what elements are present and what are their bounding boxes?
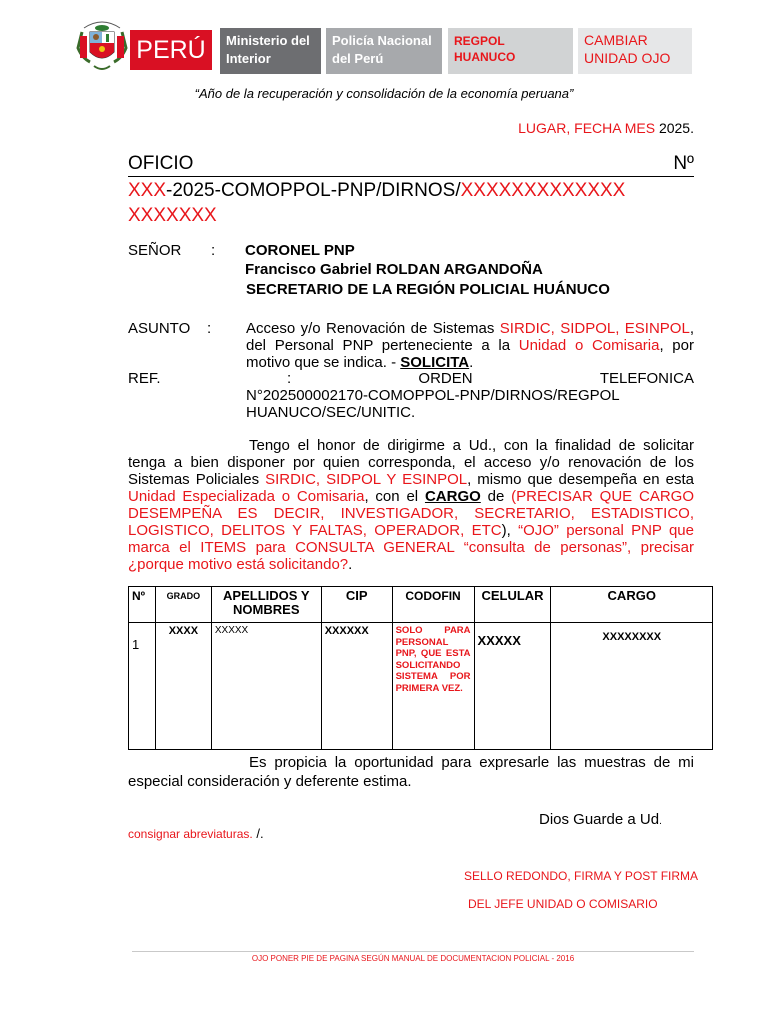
- table-cell-codofin: SOLO PARA PERSONAL PNP, QUE ESTA SOLICITANDO SISTEMA POR PRIMERA VEZ.: [392, 623, 474, 750]
- abbreviation-note-text: consignar abreviaturas.: [128, 827, 253, 841]
- oficio-code-prefix: XXX: [128, 180, 167, 201]
- abbreviation-note: [128, 826, 264, 841]
- subject-text: [246, 320, 694, 371]
- body-unit: Unidad Especializada o Comisaria: [128, 488, 365, 505]
- body-text: ),: [501, 522, 519, 539]
- subject-part: Acceso y/o Renovación de Sistemas: [246, 320, 500, 337]
- subject-part: , por motivo que se indica. -: [246, 337, 694, 371]
- reference-colon: :: [287, 370, 292, 387]
- reference-line2: N°202500002170-COMOPPOL-PNP/DIRNOS/REGPOL: [246, 387, 620, 404]
- table-header: CELULAR: [474, 587, 551, 623]
- unit-line2: UNIDAD OJO: [584, 50, 671, 66]
- body-text: Tengo el honor de dirigirme a Ud., con la finalidad de solicitar tenga a bien disponer por quien corresponda, el acceso y/o renovación de los Sistemas Policiales: [128, 437, 694, 488]
- closing-greeting-text: Dios Guarde a Ud: [539, 811, 660, 828]
- reference-word1: ORDEN: [418, 370, 473, 387]
- table-header: APELLIDOS Y NOMBRES: [211, 587, 321, 623]
- unit-box: [578, 28, 692, 74]
- table-header: GRADO: [155, 587, 211, 623]
- oficio-label: OFICIO: [128, 153, 194, 174]
- national-shield-logo: [76, 18, 128, 76]
- peru-label: PERÚ: [136, 36, 206, 64]
- table-cell-cargo: XXXXXXXX: [551, 623, 713, 750]
- body-cargo-note: (PRECISAR QUE CARGO DESEMPEÑA ES DECIR, INVESTIGADOR, SECRETARIO, ESTADISTICO, LOGISTICO, DELITOS Y FALTAS, OPERADOR, ETC: [128, 488, 694, 539]
- body-text: , mismo que desempeña en esta: [467, 471, 694, 488]
- signature-note-1: SELLO REDONDO, FIRMA Y POST FIRMA: [464, 869, 699, 883]
- reference-text: [246, 370, 694, 421]
- body-text: , con el: [364, 488, 425, 505]
- subject-part: , del Personal PNP perteneciente a la: [246, 320, 694, 354]
- recipient-position: SECRETARIO DE LA REGIÓN POLICIAL HUÁNUCO: [246, 281, 610, 298]
- body-text: Es propicia la oportunidad para expresarle las muestras de mi especial consideración y deferente estima.: [128, 754, 694, 790]
- body-ojo-note: “OJO” personal PNP que marca el ITEMS para CONSULTA GENERAL “consulta de personas”, precisar ¿porque motivo está solicitando?: [128, 522, 694, 573]
- police-line1: Policía Nacional: [332, 33, 432, 48]
- unit-line1: CAMBIAR: [584, 32, 648, 48]
- subject-systems: SIRDIC, SIDPOL, ESINPOL: [499, 320, 690, 337]
- personnel-table: [128, 586, 713, 750]
- police-line2: del Perú: [332, 51, 384, 66]
- oficio-code-mid: -2025-COMOPPOL-PNP/DIRNOS/: [166, 180, 461, 201]
- subject-label: ASUNTO: [128, 320, 191, 337]
- table-cell-celular: XXXXX: [474, 623, 551, 750]
- page-footer: OJO PONER PIE DE PAGINA SEGÚN MANUAL DE DOCUMENTACION POLICIAL - 2016: [251, 954, 575, 963]
- place-date-year: 2025.: [655, 120, 694, 136]
- oficio-code-suffix2: XXXXXXX: [128, 205, 217, 226]
- table-header: CARGO: [551, 587, 713, 623]
- recipient-name: Francisco Gabriel ROLDAN ARGANDOÑA: [245, 261, 543, 278]
- regpol-line1: REGPOL: [454, 34, 505, 48]
- subject-solicita: SOLICITA: [400, 354, 470, 371]
- table-header: CODOFIN: [392, 587, 474, 623]
- ministry-line1: Ministerio del: [226, 33, 310, 48]
- reference-word2: TELEFONICA: [599, 370, 694, 387]
- ministry-line2: Interior: [226, 51, 271, 66]
- peru-brand-box: [130, 30, 212, 70]
- body-text: de: [480, 488, 512, 505]
- body-paragraph-1: [128, 437, 694, 573]
- table-header-row: [129, 587, 713, 623]
- recipient-colon: :: [211, 242, 216, 259]
- body-cargo: CARGO: [424, 488, 481, 505]
- signature-note-2: DEL JEFE UNIDAD O COMISARIO: [468, 897, 658, 911]
- oficio-number-sign: Nº: [673, 153, 694, 174]
- table-cell-nombres: XXXXX: [211, 623, 321, 750]
- subject-unit: Unidad o Comisaria: [518, 337, 660, 354]
- abbreviation-note-tail: /.: [252, 826, 264, 841]
- oficio-title-line: [128, 152, 694, 177]
- table-cell-cip: XXXXXX: [321, 623, 392, 750]
- oficio-code-suffix: XXXXXXXXXXXXX: [460, 180, 626, 201]
- reference-label: REF.: [128, 370, 161, 387]
- subject-colon: :: [207, 320, 212, 337]
- year-motto: “Año de la recuperación y consolidación de la economía peruana”: [194, 86, 574, 101]
- place-date-placeholder: LUGAR, FECHA MES: [518, 120, 656, 136]
- regpol-line2: HUANUCO: [454, 50, 516, 64]
- regpol-box: [448, 28, 573, 74]
- police-box: [326, 28, 442, 74]
- subject-part: .: [469, 354, 474, 371]
- body-text: .: [348, 556, 353, 573]
- table-header: CIP: [321, 587, 392, 623]
- closing-greeting: [539, 811, 662, 828]
- table-header: Nº: [129, 587, 156, 623]
- recipient-label: SEÑOR: [128, 242, 182, 259]
- place-date: [518, 120, 694, 136]
- footer-divider: [132, 951, 694, 952]
- oficio-code: [128, 178, 694, 228]
- table-row: [129, 623, 713, 750]
- table-cell-grado: XXXX: [155, 623, 211, 750]
- body-paragraph-2: [128, 753, 694, 791]
- body-systems: SIRDIC, SIDPOL Y ESINPOL: [265, 471, 468, 488]
- ministry-box: [220, 28, 321, 74]
- recipient-rank: CORONEL PNP: [245, 242, 355, 259]
- closing-greeting-dot: .: [659, 816, 662, 827]
- reference-line3: HUANUCO/SEC/UNITIC.: [246, 404, 416, 421]
- table-cell-num: 1: [129, 623, 156, 750]
